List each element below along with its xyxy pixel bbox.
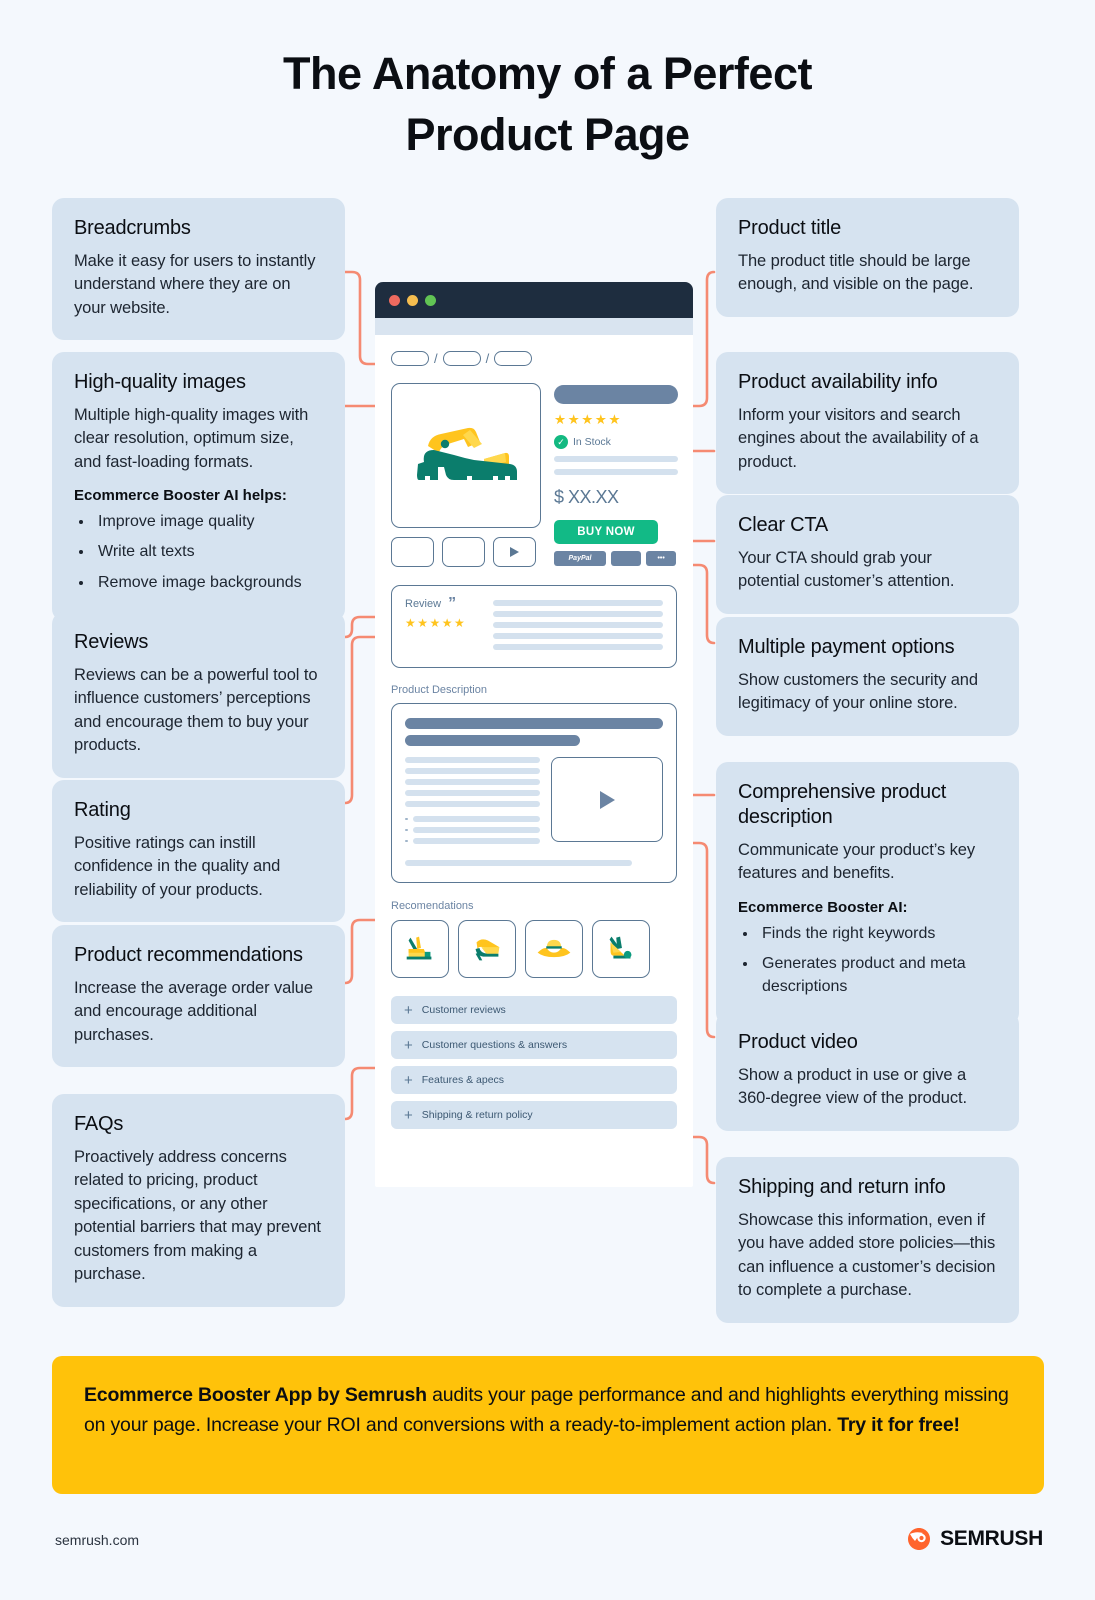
info-card-product-description <box>716 762 1019 1025</box>
thumbnail-video[interactable] <box>493 537 536 567</box>
text-line <box>405 757 540 763</box>
quote-icon: ” <box>448 595 457 612</box>
product-description-card <box>391 703 677 883</box>
card-heading: Shipping and return info <box>738 1176 946 1198</box>
card-heading: Comprehensive product description <box>738 781 947 828</box>
info-card-shipping-return <box>716 1157 1019 1323</box>
recommendation-heel-sandal[interactable] <box>458 920 516 978</box>
accordion-customer-reviews[interactable] <box>391 996 677 1024</box>
info-card-reviews <box>52 612 345 778</box>
card-body: Communicate your product’s key features and benefits. <box>738 841 975 883</box>
text-line <box>493 622 663 628</box>
list-item: • Finds the right keywords <box>758 922 997 945</box>
play-icon <box>510 547 519 557</box>
card-heading: Product video <box>738 1031 858 1053</box>
card-body: Multiple high-quality images with clear resolution, optimum size, and fast-loading formats. <box>74 406 309 471</box>
mockup-content <box>375 335 693 1129</box>
card-bullet-list <box>758 922 997 999</box>
info-card-clear-cta <box>716 495 1019 614</box>
text-line <box>493 600 663 606</box>
product-title-placeholder <box>554 385 678 404</box>
accordion-shipping-return[interactable] <box>391 1101 677 1129</box>
product-rating-stars: ★★★★★ <box>554 412 623 427</box>
semrush-mark-icon <box>906 1526 932 1552</box>
text-line <box>493 644 663 650</box>
plus-icon: + <box>404 1071 413 1089</box>
yellow-sandal-illustration <box>410 420 522 492</box>
list-item: • Remove image backgrounds <box>94 571 323 594</box>
breadcrumb-separator: / <box>485 351 490 366</box>
breadcrumb-separator: / <box>434 351 438 366</box>
recommendation-stiletto[interactable] <box>592 920 650 978</box>
product-main-image[interactable] <box>391 383 541 528</box>
accordion-features-specs[interactable] <box>391 1066 677 1094</box>
info-card-product-recommendations <box>52 925 345 1067</box>
thumbnail-1[interactable] <box>391 537 434 567</box>
page-title-line-1: The Anatomy of a Perfect <box>283 48 812 99</box>
accordion-customer-questions[interactable] <box>391 1031 677 1059</box>
breadcrumb-item[interactable] <box>443 351 481 366</box>
accordion-label: Customer reviews <box>421 1004 506 1016</box>
product-thumbnails <box>391 537 541 567</box>
card-heading: Product availability info <box>738 371 938 393</box>
card-bullet-list <box>94 510 323 594</box>
window-close-dot-icon[interactable] <box>389 295 400 306</box>
recommendations-label: Recomendations <box>391 900 474 912</box>
text-line <box>493 633 663 639</box>
heading-line <box>405 718 663 729</box>
card-heading: Rating <box>74 799 131 821</box>
detail-line <box>554 469 678 475</box>
bullet-dot-icon <box>405 818 408 821</box>
list-item: • Write alt texts <box>94 540 323 563</box>
promo-banner-text <box>84 1381 1012 1440</box>
stock-status <box>554 435 678 449</box>
plus-icon: + <box>404 1106 413 1124</box>
text-line <box>405 790 540 796</box>
info-card-faqs <box>52 1094 345 1307</box>
product-description-label: Product Description <box>391 684 487 696</box>
card-heading: High-quality images <box>74 371 246 393</box>
breadcrumb-item[interactable] <box>494 351 532 366</box>
text-line <box>405 768 540 774</box>
bullet-line <box>405 816 540 822</box>
sun-hat-icon <box>534 933 574 965</box>
promo-bold-lead: Ecommerce Booster App by Semrush <box>84 1384 427 1406</box>
review-label: Review <box>405 598 442 610</box>
product-video-player[interactable] <box>551 757 663 842</box>
semrush-logo <box>906 1526 1043 1552</box>
check-circle-icon: ✓ <box>554 435 568 449</box>
wedge-sandal-icon <box>401 930 439 968</box>
info-card-high-quality-images <box>52 352 345 621</box>
bullet-dot-icon <box>405 840 408 843</box>
product-info <box>554 383 678 567</box>
card-heading: Product title <box>738 217 842 239</box>
footer-url[interactable]: semrush.com <box>55 1532 140 1548</box>
semrush-logo-text: SEMRUSH <box>940 1527 1043 1550</box>
accordion-list <box>391 996 677 1129</box>
text-line <box>413 838 541 844</box>
page-title <box>0 44 1095 166</box>
description-bullets <box>405 816 540 844</box>
recommendation-sun-hat[interactable] <box>525 920 583 978</box>
accordion-label: Shipping & return policy <box>421 1109 533 1121</box>
product-block <box>391 383 677 567</box>
bullet-dot-icon <box>405 829 408 832</box>
card-body: Your CTA should grab your potential customer’s attention. <box>738 549 955 591</box>
product-gallery <box>391 383 541 567</box>
card-body: Increase the average order value and encourage additional purchases. <box>74 979 313 1044</box>
review-stars: ★★★★★ <box>405 615 467 630</box>
card-heading: Product recommendations <box>74 944 303 966</box>
breadcrumb-item[interactable] <box>391 351 429 366</box>
stock-label: In Stock <box>573 436 611 448</box>
card-subheading: Ecommerce Booster AI helps: <box>74 487 287 505</box>
bullet-line <box>405 838 540 844</box>
recommendation-wedge-sandal[interactable] <box>391 920 449 978</box>
buy-now-button[interactable]: BUY NOW <box>554 520 658 544</box>
review-text-placeholder <box>493 598 663 655</box>
card-heading: Reviews <box>74 631 149 653</box>
card-body: Reviews can be a powerful tool to influence customers’ perceptions and encourage them to buy your products. <box>74 666 318 755</box>
card-body: Make it easy for users to instantly understand where they are on your website. <box>74 252 316 317</box>
accordion-label: Customer questions & answers <box>421 1039 568 1051</box>
info-card-rating <box>52 780 345 922</box>
text-line <box>413 816 541 822</box>
card-heading: Multiple payment options <box>738 636 955 658</box>
heading-line <box>405 735 580 746</box>
product-price: $ XX.XX <box>554 487 619 507</box>
card-body: Show customers the security and legitimacy of your online store. <box>738 671 978 713</box>
review-summary <box>405 595 483 655</box>
review-header <box>405 595 483 612</box>
plus-icon: + <box>404 1036 413 1054</box>
promo-banner <box>52 1356 1044 1494</box>
text-line <box>405 860 632 866</box>
card-body: Showcase this information, even if you have added store policies—this can influence a customer’s decision to complete a purchase. <box>738 1211 996 1300</box>
text-line <box>493 611 663 617</box>
card-heading: Breadcrumbs <box>74 217 191 239</box>
card-subheading: Ecommerce Booster AI: <box>738 898 908 916</box>
high-heel-icon <box>468 930 506 968</box>
card-body: Positive ratings can instill confidence in the quality and reliability of your products. <box>74 834 281 899</box>
window-maximize-dot-icon[interactable] <box>425 295 436 306</box>
card-body: Proactively address concerns related to pricing, product specifications, or any other potential barriers that may prevent customers from making a purchase. <box>74 1148 321 1284</box>
card-body: The product title should be large enough, and visible on the page. <box>738 252 974 294</box>
card-heading: Clear CTA <box>738 514 829 536</box>
more-payments-button[interactable]: ••• <box>646 551 676 566</box>
product-page-mockup <box>375 282 693 1187</box>
text-line <box>413 827 541 833</box>
card-body: Inform your visitors and search engines about the availability of a product. <box>738 406 979 471</box>
paypal-button[interactable]: PayPal <box>554 551 606 566</box>
list-item: • Generates product and meta descriptions <box>758 952 997 998</box>
info-card-availability <box>716 352 1019 494</box>
promo-body: audits your page performance and and highlights everything missing on your page. Increase your ROI and conversions with a ready-to-implement action plan. <box>84 1384 1009 1436</box>
info-card-product-video <box>716 1012 1019 1131</box>
review-card <box>391 585 677 668</box>
info-card-product-title <box>716 198 1019 317</box>
breadcrumb[interactable] <box>391 351 677 366</box>
recommendations-row <box>391 920 677 978</box>
accordion-label: Features & apecs <box>421 1074 505 1086</box>
stiletto-heel-icon <box>602 930 640 968</box>
info-card-breadcrumbs <box>52 198 345 340</box>
promo-cta-link[interactable]: Try it for free! <box>837 1413 960 1436</box>
browser-title-bar <box>375 282 693 318</box>
description-columns <box>405 757 663 849</box>
payment-card-button[interactable] <box>611 551 641 566</box>
list-item: • Improve image quality <box>94 510 323 533</box>
card-heading: FAQs <box>74 1113 124 1135</box>
description-text <box>405 757 540 849</box>
bullet-line <box>405 827 540 833</box>
thumbnail-2[interactable] <box>442 537 485 567</box>
text-line <box>405 779 540 785</box>
play-icon <box>600 791 615 809</box>
page-title-line-2: Product Page <box>405 108 690 160</box>
payment-options-row <box>554 551 678 566</box>
card-body: Show a product in use or give a 360-degree view of the product. <box>738 1066 967 1108</box>
window-minimize-dot-icon[interactable] <box>407 295 418 306</box>
plus-icon: + <box>404 1001 413 1019</box>
browser-address-bar[interactable] <box>375 318 693 335</box>
info-card-payment-options <box>716 617 1019 736</box>
text-line <box>405 801 540 807</box>
detail-line <box>554 456 678 462</box>
